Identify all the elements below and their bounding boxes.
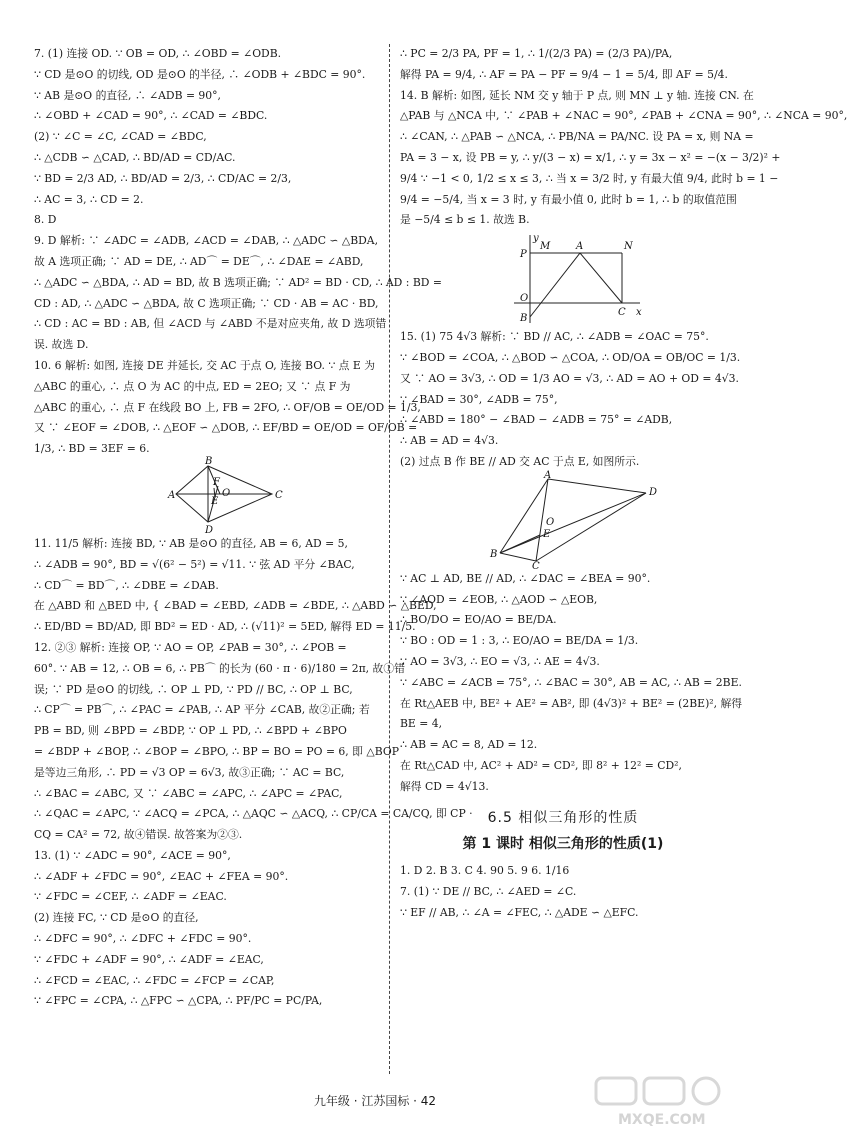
figure-q14-graph [400,231,726,327]
watermark-shape [693,1078,719,1104]
text-line: (2) 过点 B 作 BE // AD 交 AC 于点 E, 如图所示. [400,454,640,468]
figure-q14-label-b: B [520,313,528,325]
figure-q15-line-bd [500,493,646,553]
text-line: ∴ △CDB ∽ △CAD, ∴ BD/AD = CD/AC. [34,150,236,164]
text-line: ∵ CD 是⊙O 的切线, OD 是⊙O 的半径, ∴ ∠ODB + ∠BDC = 90°. [34,67,366,81]
figure-q15-label-b: B [490,548,498,560]
figure-q14-label-y: y [533,233,539,245]
text-line: 8. D [34,213,57,227]
text-line: 11. 11/5 解析: 连接 BD, ∵ AB 是⊙O 的直径, AB = 6, AD = 5, [34,536,348,550]
text-line: △ABC 的重心, ∴ 点 O 为 AC 的中点, ED = 2EO; 又 ∵ 点 F 为 [34,379,351,393]
figure-q14-label-c: C [618,307,626,319]
text-line: ∴ ∠FCD = ∠EAC, ∴ ∠FDC = ∠FCP = ∠CAP, [34,973,275,987]
text-line: ∴ ∠BAC = ∠ABC, 又 ∵ ∠ABC = ∠APC, ∴ ∠APC = ∠PAC, [34,786,343,800]
text-line: 解得 CD = 4√13. [400,779,489,793]
text-line: ∴ CP⌒ = PB⌒, ∴ ∠PAC = ∠PAB, ∴ AP 平分 ∠CAB, 故②正确; 若 [34,703,370,717]
text-line: ∴ AC = 3, ∴ CD = 2. [34,192,144,206]
text-line: 故 A 选项正确; ∵ AD = DE, ∴ AD⌒ = DE⌒, ∴ ∠DAE = ∠ABD, [34,254,364,268]
figure-q15-label-e: E [543,528,551,540]
watermark-text: MXQE.COM [618,1112,706,1128]
figure-q14-label-m: M [540,241,551,253]
column-divider [389,44,390,1074]
text-line: ∴ CD : AC = BD : AB, 但 ∠ACD 与 ∠ABD 不是对应夹角, 故 D 选项错 [34,317,387,331]
figure-q15-triangles [400,469,726,572]
figure-q14-line-ba [530,253,580,317]
text-line: ∵ ∠FDC = ∠CEF, ∴ ∠ADF = ∠EAC. [34,890,227,904]
figure-q15-label-d: D [649,486,658,498]
text-line: PB = BD, 则 ∠BPD = ∠BDP, ∵ OP ⊥ PD, ∴ ∠BPD + ∠BPO [34,724,347,738]
figure-q10-label-a: A [168,489,176,501]
text-line: ∴ ∠ADF + ∠FDC = 90°, ∠EAC + ∠FEA = 90°. [34,869,289,883]
figure-q10-quadrilateral [34,455,384,536]
text-line: ∴ ∠QAC = ∠APC, ∵ ∠ACQ = ∠PCA, ∴ △AQC ∽ △ACQ, ∴ CP/CA = CA/CQ, 即 CP · [34,807,473,821]
text-line: 9. D 解析: ∵ ∠ADC = ∠ADB, ∠ACD = ∠DAB, ∴ △ADC ∽ △BDA, [34,234,379,248]
figure-q14-label-o: O [520,293,529,305]
figure-q15-line-ad [548,479,646,493]
text-line: ∵ ∠BOD = ∠COA, ∴ △BOD ∽ △COA, ∴ OD/OA = OB/OC = 1/3. [400,350,741,364]
text-line: ∴ PC = 2/3 PA, PF = 1, ∴ 1/(2/3 PA) = (2/3 PA)/PA, [400,47,673,60]
watermark-shape [644,1078,684,1104]
text-line: ∵ BO : OD = 1 : 3, ∴ EO/AO = BE/DA = 1/3. [400,634,639,648]
text-line: ∴ AB = AD = 4√3. [400,434,499,448]
text-line: 在 △ABD 和 △BED 中, { ∠BAD = ∠EBD, ∠ADB = ∠BDE, ∴ △ABD ∽ △BED, [34,599,437,613]
text-line: = ∠BDP + ∠BOP, ∴ ∠BOP = ∠BPO, ∴ BP = BO = PO = 6, 即 △BOP [34,744,399,758]
text-line: 是等边三角形, ∴ PD = √3 OP = 6√3, 故③正确; ∵ AC = BC, [34,765,345,779]
text-line: 又 ∵ ∠EOF = ∠DOB, ∴ △EOF ∽ △DOB, ∴ EF/BD = OE/OD = OF/OB = [34,421,418,435]
text-line: ∵ AO = 3√3, ∴ EO = √3, ∴ AE = 4√3. [400,654,600,668]
text-line: ∵ BD = 2/3 AD, ∴ BD/AD = 2/3, ∴ CD/AC = 2/3, [34,171,292,185]
figure-q14-label-n: N [624,241,633,253]
text-line: △PAB 与 △NCA 中, ∵ ∠PAB + ∠NAC = 90°, ∠PAB + ∠CNA = 90°, ∴ ∠NCA = 90°, [400,109,847,123]
figure-q14-label-x: x [636,307,642,319]
text-line: ∴ ∠DFC = 90°, ∴ ∠DFC + ∠FDC = 90°. [34,932,252,946]
text-line: 12. ②③ 解析: 连接 OP, ∵ AO = OP, ∠PAB = 30°, ∴ ∠POB = [34,640,347,654]
text-line: ∴ ∠ABD = 180° − ∠BAD − ∠ADB = 75° = ∠ADB, [400,413,673,427]
figure-q14-line-ac [580,253,622,303]
figure-q10-label-d: D [205,524,214,536]
left-block-1 [34,44,442,460]
text-line: ∵ EF // AB, ∴ ∠A = ∠FEC, ∴ △ADE ∽ △EFC. [400,905,639,919]
text-line: ∵ ∠FDC + ∠ADF = 90°, ∴ ∠ADF = ∠EAC, [34,952,264,966]
text-line: 9/4 ∵ −1 < 0, 1/2 ≤ x ≤ 3, ∴ 当 x = 3/2 时, y 有最大值 9/4, 此时 b = 1 − [400,171,779,185]
text-line: PA = 3 − x, 设 PB = y, ∴ y/(3 − x) = x/1, ∴ y = 3x − x² = −(x − 3/2)² + [400,150,781,164]
text-line: ∴ ED/BD = BD/AD, 即 BD² = ED · AD, ∴ (√11)² = 5ED, 解得 ED = 11/5. [34,620,416,634]
figure-q10-label-o: O [222,487,231,499]
text-line: ∴ BO/DO = EO/AO = BE/DA. [400,613,557,627]
text-line: ∵ AC ⊥ AD, BE // AD, ∴ ∠DAC = ∠BEA = 90°. [400,571,651,585]
text-line: ∵ ∠FPC = ∠CPA, ∴ △FPC ∽ △CPA, ∴ PF/PC = PC/PA, [34,994,323,1008]
text-line: 7. (1) ∵ DE // BC, ∴ ∠AED = ∠C. [400,884,577,898]
text-line: 13. (1) ∵ ∠ADC = 90°, ∠ACE = 90°, [34,848,231,862]
figure-q15-label-o: O [546,516,555,528]
text-line: 10. 6 解析: 如图, 连接 DE 并延长, 交 AC 于点 O, 连接 BO. ∵ 点 E 为 [34,358,375,372]
text-line: 在 Rt△AEB 中, BE² + AE² = AB², 即 (4√3)² + BE² = (2BE)², 解得 [400,696,743,710]
section-title: 6.5 相似三角形的性质 [487,809,639,826]
figure-q10-label-f: F [213,476,220,488]
text-line: ∴ ∠CAN, ∴ △PAB ∽ △NCA, ∴ PB/NA = PA/NC. 设 PA = x, 则 NA = [400,130,754,144]
right-block-2 [400,327,741,473]
watermark-logo [588,1074,738,1130]
text-line: ∴ ∠ADB = 90°, BD = √(6² − 5²) = √11. ∵ 弦 AD 平分 ∠BAC, [34,557,355,571]
watermark-shape [596,1078,636,1104]
text-line: (2) 连接 FC, ∵ CD 是⊙O 的直径, [34,911,199,925]
text-line: ∴ AB = AC = 8, AD = 12. [400,738,538,752]
right-column [400,44,847,924]
text-line: 7. (1) 连接 OD. ∵ OB = OD, ∴ ∠OBD = ∠ODB. [34,47,282,60]
text-line: ∵ ∠BAD = 30°, ∠ADB = 75°, [400,392,558,406]
lesson-title: 第 1 课时 相似三角形的性质(1) [462,836,664,853]
figure-q10-label-b: B [205,455,213,467]
text-line: CQ = CA² = 72, 故④错误. 故答案为②③. [34,828,243,842]
text-line: 误; ∵ PD 是⊙O 的切线, ∴ OP ⊥ PD, ∵ PD // BC, ∴ OP ⊥ BC, [34,682,353,696]
text-line: 1/3, ∴ BD = 3EF = 6. [34,442,150,456]
text-line: 60°. ∵ AB = 12, ∴ OB = 6, ∴ PB⌒ 的长为 (60 · π · 6)/180 = 2π, 故①错 [34,661,405,675]
text-line: (2) ∵ ∠C = ∠C, ∠CAD = ∠BDC, [34,130,207,144]
right-block-1 [400,44,847,231]
figure-q14-label-p: P [520,249,527,261]
text-line: 又 ∵ AO = 3√3, ∴ OD = 1/3 AO = √3, ∴ AD = AO + OD = 4√3. [400,371,739,385]
text-line: △ABC 的重心, ∴ 点 F 在线段 BO 上, FB = 2FO, ∴ OF/OB = OE/OD = 1/3, [34,400,421,414]
text-line: 是 −5/4 ≤ b ≤ 1. 故选 B. [400,213,530,227]
figure-q15-label-a: A [544,469,552,481]
text-line: CD : AD, ∴ △ADC ∽ △BDA, 故 C 选项正确; ∵ CD · AB = AC · BD, [34,296,379,310]
text-line: ∵ AB 是⊙O 的直径, ∴ ∠ADB = 90°, [34,88,221,102]
text-line: 15. (1) 75 4√3 解析: ∵ BD // AC, ∴ ∠ADB = ∠OAC = 75°. [400,330,709,344]
figure-q10-label-e: E [211,495,219,507]
text-line: 9/4 = −5/4, 当 x = 3 时, y 有最小值 0, 此时 b = 1, ∴ b 的取值范围 [400,192,737,206]
text-line: ∵ ∠AOD = ∠EOB, ∴ △AOD ∽ △EOB, [400,592,598,606]
text-line: ∴ ∠OBD + ∠CAD = 90°, ∴ ∠CAD = ∠BDC. [34,109,268,123]
text-line: 误. 故选 D. [34,338,89,352]
text-line: 在 Rt△CAD 中, AC² + AD² = CD², 即 8² + 12² = CD², [400,758,682,772]
figure-q10-label-c: C [275,489,283,501]
text-line: 解得 PA = 9/4, ∴ AF = PA − PF = 9/4 − 1 = 5/4, 即 AF = 5/4. [400,67,728,81]
figure-q15-label-c: C [532,560,540,572]
text-line: BE = 4, [400,717,443,731]
right-block-3 [400,569,743,798]
text-line: ∴ CD⌒ = BD⌒, ∴ ∠DBE = ∠DAB. [34,578,219,592]
text-line: ∵ ∠ABC = ∠ACB = 75°, ∴ ∠BAC = 30°, AB = AC, ∴ AB = 2BE. [400,675,742,689]
figure-q15-line-bc [500,553,536,561]
answers-line: 1. D 2. B 3. C 4. 90 5. 9 6. 1/16 [400,864,570,878]
text-line: 14. B 解析: 如图, 延长 NM 交 y 轴于 P 点, 则 MN ⊥ y 轴. 连接 CN. 在 [400,88,754,102]
page-footer: 九年级 · 江苏国标 · 42 [313,1094,437,1108]
figure-q14-label-a: A [576,241,584,253]
text-line: ∴ △ADC ∽ △BDA, ∴ AD = BD, 故 B 选项正确; ∵ AD² = BD · CD, ∴ AD : BD = [34,275,442,289]
